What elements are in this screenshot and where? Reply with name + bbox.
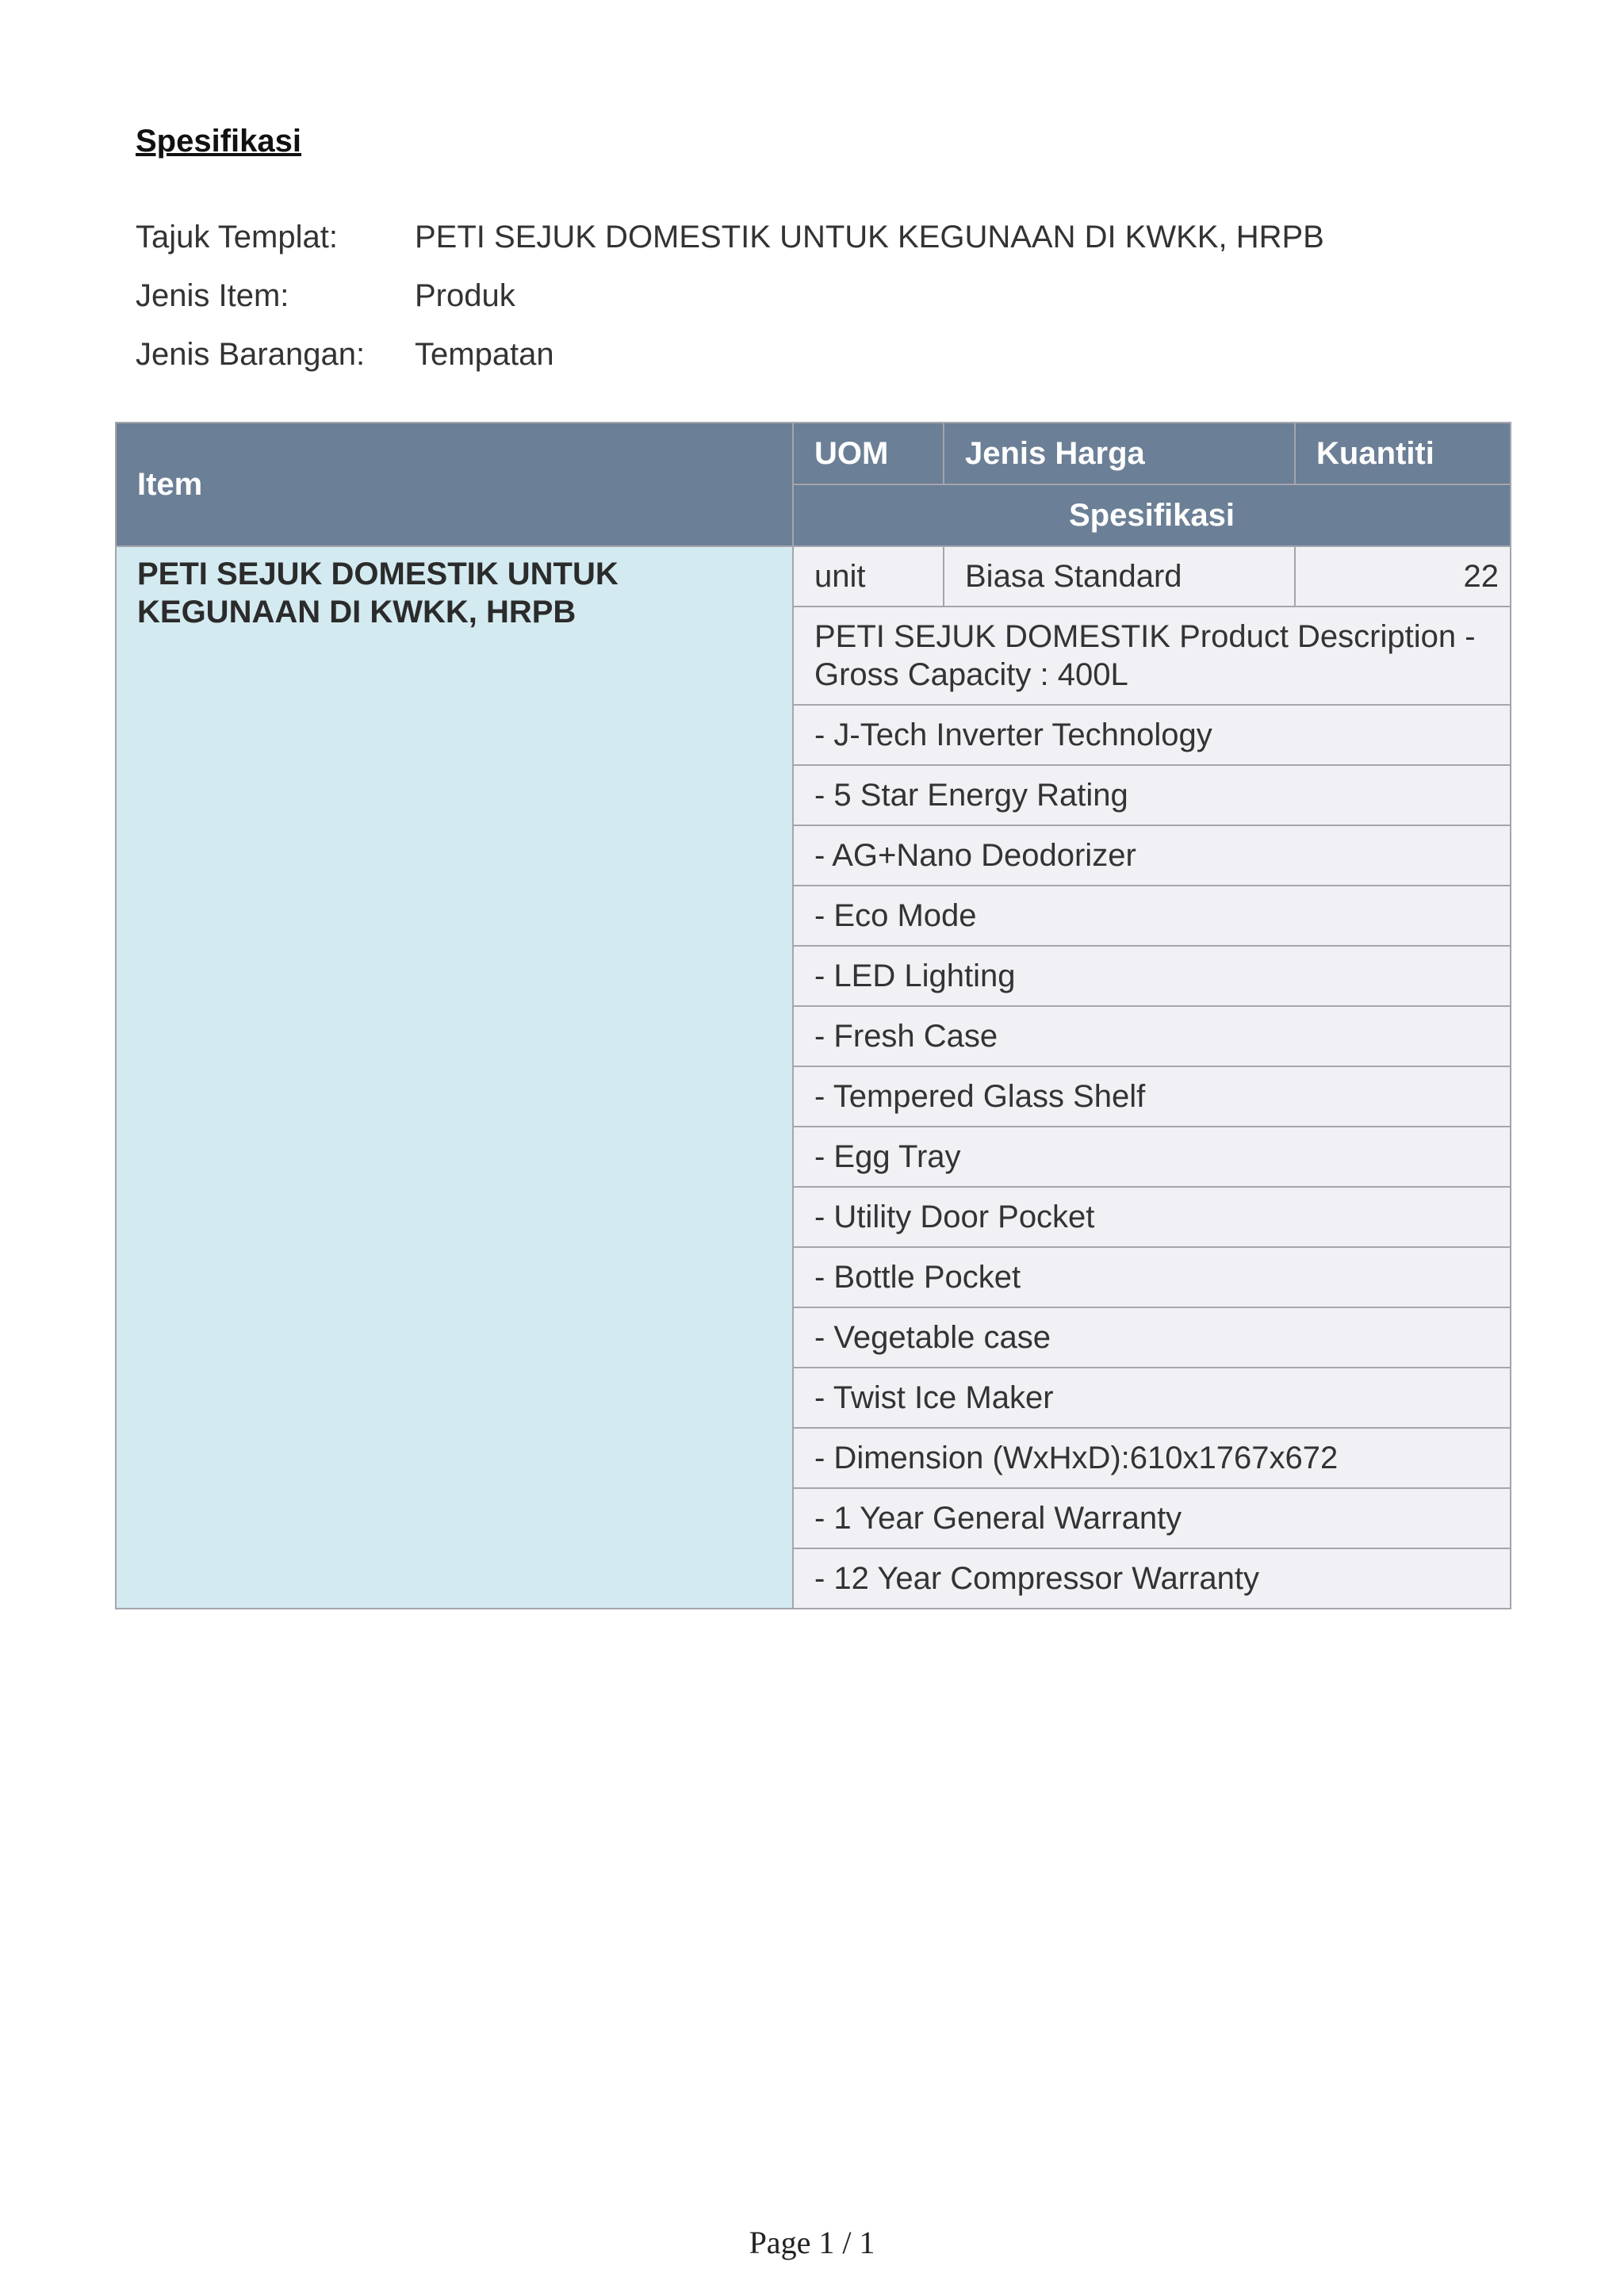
meta-value: Produk bbox=[415, 277, 515, 313]
meta-value: Tempatan bbox=[415, 336, 554, 372]
spec-cell: - Eco Mode bbox=[793, 886, 1511, 946]
spec-cell: - Dimension (WxHxD):610x1767x672 bbox=[793, 1428, 1511, 1488]
spec-cell: - Vegetable case bbox=[793, 1307, 1511, 1368]
section-heading: Spesifikasi bbox=[136, 124, 302, 159]
meta-row-goods-type bbox=[136, 325, 1324, 384]
header-row bbox=[116, 423, 1511, 484]
spec-cell: PETI SEJUK DOMESTIK Product Description - Gross Capacity : 400L bbox=[793, 607, 1511, 705]
spec-cell: - J-Tech Inverter Technology bbox=[793, 705, 1511, 765]
table-row bbox=[116, 546, 1511, 607]
spec-cell: - Fresh Case bbox=[793, 1006, 1511, 1066]
specification-table bbox=[115, 422, 1511, 1609]
spec-cell: - LED Lighting bbox=[793, 946, 1511, 1006]
spec-cell: - 12 Year Compressor Warranty bbox=[793, 1548, 1511, 1609]
column-header-specification: Spesifikasi bbox=[793, 484, 1511, 546]
meta-label: Jenis Item: bbox=[136, 277, 289, 313]
meta-label: Jenis Barangan: bbox=[136, 336, 366, 372]
quantity-cell: 22 bbox=[1295, 546, 1511, 607]
meta-label: Tajuk Templat: bbox=[136, 219, 338, 254]
price-type-cell: Biasa Standard bbox=[944, 546, 1295, 607]
meta-row-template-title bbox=[136, 208, 1324, 266]
spec-cell: - Bottle Pocket bbox=[793, 1247, 1511, 1307]
column-header-quantity: Kuantiti bbox=[1295, 423, 1511, 484]
meta-row-item-type bbox=[136, 266, 1324, 325]
page-number: Page 1 / 1 bbox=[749, 2225, 875, 2260]
spec-cell: - Utility Door Pocket bbox=[793, 1187, 1511, 1247]
spec-cell: - 5 Star Energy Rating bbox=[793, 765, 1511, 825]
spec-cell: - AG+Nano Deodorizer bbox=[793, 825, 1511, 886]
spec-cell: - Egg Tray bbox=[793, 1127, 1511, 1187]
uom-cell: unit bbox=[793, 546, 944, 607]
spec-cell: - Tempered Glass Shelf bbox=[793, 1066, 1511, 1127]
column-header-uom: UOM bbox=[793, 423, 944, 484]
column-header-price-type: Jenis Harga bbox=[944, 423, 1295, 484]
template-meta bbox=[136, 208, 1324, 384]
spec-cell: - Twist Ice Maker bbox=[793, 1368, 1511, 1428]
column-header-item: Item bbox=[116, 423, 793, 546]
meta-value: PETI SEJUK DOMESTIK UNTUK KEGUNAAN DI KWKK, HRPB bbox=[415, 219, 1324, 254]
item-name-cell: PETI SEJUK DOMESTIK UNTUK KEGUNAAN DI KWKK, HRPB bbox=[116, 546, 793, 1609]
spec-cell: - 1 Year General Warranty bbox=[793, 1488, 1511, 1548]
